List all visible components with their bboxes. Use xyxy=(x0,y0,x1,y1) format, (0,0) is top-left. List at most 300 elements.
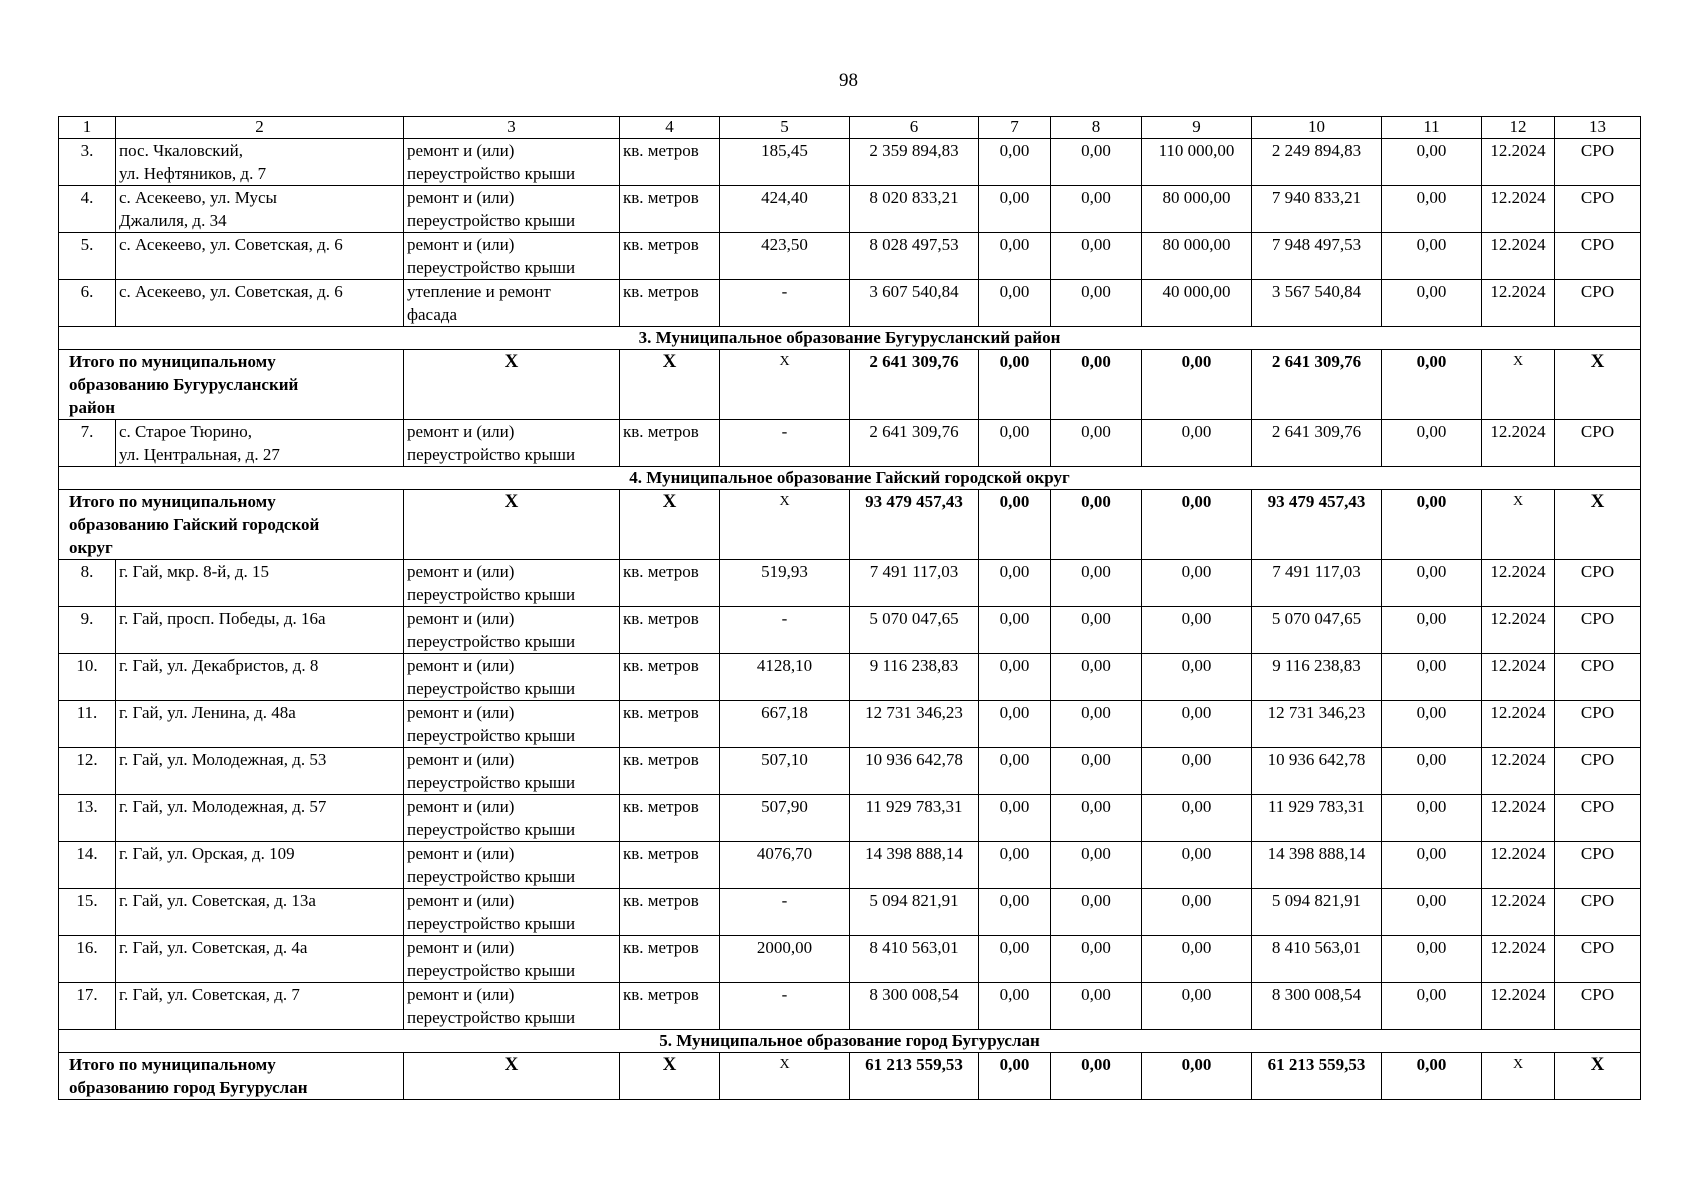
total-label xyxy=(59,350,404,420)
value-cell: 0,00 xyxy=(979,983,1051,1030)
total-label xyxy=(59,1053,404,1100)
value-cell: - xyxy=(720,983,850,1030)
value-cell: 5 070 047,65 xyxy=(850,607,979,654)
value-cell: 0,00 xyxy=(1051,233,1142,280)
x-mark: X xyxy=(404,490,620,560)
row-number: 9. xyxy=(59,607,116,654)
value-cell: 12.2024 xyxy=(1482,186,1555,233)
work-type-cell xyxy=(404,983,620,1030)
value-cell: 80 000,00 xyxy=(1142,186,1252,233)
work-type-line: ремонт и (или) xyxy=(407,750,515,769)
column-header: 1 xyxy=(59,117,116,139)
x-mark: X xyxy=(620,1053,720,1100)
work-type-line: переустройство крыши xyxy=(407,867,576,886)
total-label-line: Итого по муниципальному xyxy=(69,1055,276,1074)
work-type-cell xyxy=(404,701,620,748)
work-type-line: переустройство крыши xyxy=(407,211,576,230)
work-type-line: ремонт и (или) xyxy=(407,562,515,581)
value-cell: 519,93 xyxy=(720,560,850,607)
table-row xyxy=(59,233,1641,280)
address-line: г. Гай, ул. Молодежная, д. 57 xyxy=(119,797,327,816)
x-mark: X xyxy=(720,490,850,560)
total-label-line: район xyxy=(69,398,116,417)
value-cell: 507,10 xyxy=(720,748,850,795)
address-line: г. Гай, ул. Декабристов, д. 8 xyxy=(119,656,319,675)
column-header: 3 xyxy=(404,117,620,139)
value-cell: 110 000,00 xyxy=(1142,139,1252,186)
value-cell: СРО xyxy=(1555,654,1641,701)
value-cell: 0,00 xyxy=(1382,701,1482,748)
work-type-line: переустройство крыши xyxy=(407,1008,576,1027)
work-type-line: переустройство крыши xyxy=(407,258,576,277)
value-cell: СРО xyxy=(1555,748,1641,795)
value-cell: 667,18 xyxy=(720,701,850,748)
value-cell: 0,00 xyxy=(1382,186,1482,233)
value-cell: 0,00 xyxy=(1382,280,1482,327)
column-number-header-row xyxy=(59,117,1641,139)
work-type-cell xyxy=(404,842,620,889)
address-line: с. Асекеево, ул. Советская, д. 6 xyxy=(119,282,343,301)
value-cell: СРО xyxy=(1555,983,1641,1030)
total-row xyxy=(59,350,1641,420)
value-cell: 0,00 xyxy=(1051,701,1142,748)
row-number: 10. xyxy=(59,654,116,701)
value-cell: 2000,00 xyxy=(720,936,850,983)
address-line: г. Гай, ул. Советская, д. 4а xyxy=(119,938,308,957)
value-cell: 10 936 642,78 xyxy=(1252,748,1382,795)
column-header: 7 xyxy=(979,117,1051,139)
work-type-cell xyxy=(404,233,620,280)
address-cell xyxy=(116,139,404,186)
unit-cell: кв. метров xyxy=(620,795,720,842)
value-cell: 8 410 563,01 xyxy=(850,936,979,983)
value-cell: 0,00 xyxy=(979,654,1051,701)
value-cell: 12 731 346,23 xyxy=(850,701,979,748)
value-cell: СРО xyxy=(1555,701,1641,748)
address-cell xyxy=(116,983,404,1030)
work-type-line: ремонт и (или) xyxy=(407,844,515,863)
total-label-line: Итого по муниципальному xyxy=(69,492,276,511)
value-cell: 0,00 xyxy=(1051,889,1142,936)
address-line: г. Гай, ул. Советская, д. 13а xyxy=(119,891,316,910)
address-cell xyxy=(116,701,404,748)
table-row xyxy=(59,139,1641,186)
total-value: 0,00 xyxy=(979,1053,1051,1100)
value-cell: 0,00 xyxy=(979,795,1051,842)
value-cell: 5 070 047,65 xyxy=(1252,607,1382,654)
value-cell: 3 607 540,84 xyxy=(850,280,979,327)
unit-cell: кв. метров xyxy=(620,842,720,889)
row-number: 14. xyxy=(59,842,116,889)
value-cell: СРО xyxy=(1555,186,1641,233)
unit-cell: кв. метров xyxy=(620,139,720,186)
value-cell: 0,00 xyxy=(979,233,1051,280)
table-row xyxy=(59,280,1641,327)
unit-cell: кв. метров xyxy=(620,607,720,654)
value-cell: 185,45 xyxy=(720,139,850,186)
value-cell: 424,40 xyxy=(720,186,850,233)
value-cell: 0,00 xyxy=(979,701,1051,748)
section-row xyxy=(59,1030,1641,1053)
value-cell: 14 398 888,14 xyxy=(850,842,979,889)
row-number: 3. xyxy=(59,139,116,186)
address-line: г. Гай, ул. Ленина, д. 48а xyxy=(119,703,296,722)
x-mark: X xyxy=(1482,1053,1555,1100)
row-number: 7. xyxy=(59,420,116,467)
value-cell: СРО xyxy=(1555,936,1641,983)
table-row xyxy=(59,560,1641,607)
value-cell: 12.2024 xyxy=(1482,420,1555,467)
value-cell: 0,00 xyxy=(1382,139,1482,186)
value-cell: СРО xyxy=(1555,139,1641,186)
value-cell: 423,50 xyxy=(720,233,850,280)
total-value: 0,00 xyxy=(1051,490,1142,560)
total-value: 2 641 309,76 xyxy=(1252,350,1382,420)
work-type-cell xyxy=(404,889,620,936)
value-cell: 12.2024 xyxy=(1482,795,1555,842)
total-label-line: образованию город Бугуруслан xyxy=(69,1078,308,1097)
table-row xyxy=(59,983,1641,1030)
value-cell: 0,00 xyxy=(1142,795,1252,842)
work-type-cell xyxy=(404,420,620,467)
x-mark: X xyxy=(1555,350,1641,420)
value-cell: СРО xyxy=(1555,280,1641,327)
value-cell: 0,00 xyxy=(1382,936,1482,983)
x-mark: X xyxy=(404,1053,620,1100)
table-row xyxy=(59,842,1641,889)
value-cell: СРО xyxy=(1555,889,1641,936)
value-cell: 0,00 xyxy=(979,186,1051,233)
total-row xyxy=(59,490,1641,560)
value-cell: 0,00 xyxy=(979,748,1051,795)
address-cell xyxy=(116,795,404,842)
column-header: 11 xyxy=(1382,117,1482,139)
total-label-line: образованию Бугурусланский xyxy=(69,375,299,394)
value-cell: 8 300 008,54 xyxy=(1252,983,1382,1030)
column-header: 10 xyxy=(1252,117,1382,139)
value-cell: СРО xyxy=(1555,607,1641,654)
value-cell: 7 491 117,03 xyxy=(850,560,979,607)
value-cell: 0,00 xyxy=(1051,983,1142,1030)
table-row xyxy=(59,936,1641,983)
address-line: г. Гай, ул. Советская, д. 7 xyxy=(119,985,300,1004)
x-mark: X xyxy=(620,350,720,420)
address-line: с. Старое Тюрино, xyxy=(119,422,253,441)
column-header: 6 xyxy=(850,117,979,139)
value-cell: 0,00 xyxy=(1051,139,1142,186)
x-mark: X xyxy=(1482,350,1555,420)
value-cell: 9 116 238,83 xyxy=(850,654,979,701)
work-type-line: ремонт и (или) xyxy=(407,422,515,441)
work-type-line: переустройство крыши xyxy=(407,585,576,604)
value-cell: СРО xyxy=(1555,420,1641,467)
work-type-line: ремонт и (или) xyxy=(407,609,515,628)
table-row xyxy=(59,420,1641,467)
value-cell: 0,00 xyxy=(1382,842,1482,889)
x-mark: X xyxy=(720,350,850,420)
value-cell: 0,00 xyxy=(979,607,1051,654)
x-mark: X xyxy=(720,1053,850,1100)
value-cell: 10 936 642,78 xyxy=(850,748,979,795)
address-cell xyxy=(116,654,404,701)
value-cell: 40 000,00 xyxy=(1142,280,1252,327)
x-mark: X xyxy=(1555,1053,1641,1100)
column-header: 2 xyxy=(116,117,404,139)
value-cell: 14 398 888,14 xyxy=(1252,842,1382,889)
value-cell: 2 641 309,76 xyxy=(850,420,979,467)
address-line: Джалиля, д. 34 xyxy=(119,211,227,230)
value-cell: 0,00 xyxy=(1382,983,1482,1030)
value-cell: СРО xyxy=(1555,842,1641,889)
address-cell xyxy=(116,420,404,467)
work-type-line: переустройство крыши xyxy=(407,164,576,183)
row-number: 16. xyxy=(59,936,116,983)
value-cell: 507,90 xyxy=(720,795,850,842)
total-value: 0,00 xyxy=(1142,1053,1252,1100)
value-cell: 2 359 894,83 xyxy=(850,139,979,186)
column-header: 4 xyxy=(620,117,720,139)
value-cell: 7 948 497,53 xyxy=(1252,233,1382,280)
value-cell: 9 116 238,83 xyxy=(1252,654,1382,701)
unit-cell: кв. метров xyxy=(620,233,720,280)
total-value: 0,00 xyxy=(1382,490,1482,560)
work-type-line: фасада xyxy=(407,305,458,324)
total-label-line: образованию Гайский городской xyxy=(69,515,320,534)
work-type-line: ремонт и (или) xyxy=(407,985,515,1004)
unit-cell: кв. метров xyxy=(620,748,720,795)
value-cell: 3 567 540,84 xyxy=(1252,280,1382,327)
value-cell: 12.2024 xyxy=(1482,607,1555,654)
value-cell: 0,00 xyxy=(1142,889,1252,936)
total-label-line: округ xyxy=(69,538,113,557)
value-cell: 0,00 xyxy=(1142,560,1252,607)
column-header: 12 xyxy=(1482,117,1555,139)
unit-cell: кв. метров xyxy=(620,983,720,1030)
total-label xyxy=(59,490,404,560)
page-number: 98 xyxy=(839,70,858,91)
value-cell: 0,00 xyxy=(1051,280,1142,327)
value-cell: 0,00 xyxy=(979,936,1051,983)
total-value: 61 213 559,53 xyxy=(1252,1053,1382,1100)
value-cell: 12.2024 xyxy=(1482,139,1555,186)
section-row xyxy=(59,327,1641,350)
column-header: 9 xyxy=(1142,117,1252,139)
value-cell: 7 940 833,21 xyxy=(1252,186,1382,233)
value-cell: 0,00 xyxy=(1051,186,1142,233)
address-line: г. Гай, мкр. 8-й, д. 15 xyxy=(119,562,270,581)
work-type-line: ремонт и (или) xyxy=(407,797,515,816)
value-cell: 0,00 xyxy=(1051,936,1142,983)
address-cell xyxy=(116,842,404,889)
table-row xyxy=(59,607,1641,654)
total-value: 0,00 xyxy=(979,350,1051,420)
work-type-line: ремонт и (или) xyxy=(407,703,515,722)
value-cell: 12.2024 xyxy=(1482,560,1555,607)
value-cell: 0,00 xyxy=(1051,560,1142,607)
row-number: 17. xyxy=(59,983,116,1030)
value-cell: - xyxy=(720,280,850,327)
address-line: с. Асекеево, ул. Советская, д. 6 xyxy=(119,235,343,254)
address-line: г. Гай, ул. Орская, д. 109 xyxy=(119,844,295,863)
value-cell: 0,00 xyxy=(1382,889,1482,936)
x-mark: X xyxy=(1555,490,1641,560)
value-cell: 0,00 xyxy=(1142,842,1252,889)
value-cell: 0,00 xyxy=(1051,654,1142,701)
row-number: 6. xyxy=(59,280,116,327)
work-type-line: переустройство крыши xyxy=(407,820,576,839)
total-value: 0,00 xyxy=(1051,1053,1142,1100)
address-line: пос. Чкаловский, xyxy=(119,141,243,160)
row-number: 5. xyxy=(59,233,116,280)
table-row xyxy=(59,654,1641,701)
value-cell: 12 731 346,23 xyxy=(1252,701,1382,748)
address-line: ул. Нефтяников, д. 7 xyxy=(119,164,267,183)
value-cell: 8 300 008,54 xyxy=(850,983,979,1030)
unit-cell: кв. метров xyxy=(620,186,720,233)
work-type-line: ремонт и (или) xyxy=(407,891,515,910)
value-cell: 8 020 833,21 xyxy=(850,186,979,233)
value-cell: 7 491 117,03 xyxy=(1252,560,1382,607)
address-cell xyxy=(116,936,404,983)
work-type-cell xyxy=(404,139,620,186)
value-cell: 0,00 xyxy=(1382,420,1482,467)
x-mark: X xyxy=(404,350,620,420)
work-type-line: ремонт и (или) xyxy=(407,938,515,957)
unit-cell: кв. метров xyxy=(620,560,720,607)
total-value: 0,00 xyxy=(1142,350,1252,420)
work-type-line: ремонт и (или) xyxy=(407,656,515,675)
value-cell: 0,00 xyxy=(1142,748,1252,795)
work-type-cell xyxy=(404,748,620,795)
row-number: 15. xyxy=(59,889,116,936)
address-line: г. Гай, просп. Победы, д. 16а xyxy=(119,609,326,628)
total-value: 93 479 457,43 xyxy=(1252,490,1382,560)
work-type-cell xyxy=(404,607,620,654)
address-cell xyxy=(116,280,404,327)
unit-cell: кв. метров xyxy=(620,889,720,936)
address-cell xyxy=(116,607,404,654)
work-type-line: переустройство крыши xyxy=(407,914,576,933)
value-cell: 12.2024 xyxy=(1482,233,1555,280)
value-cell: 2 249 894,83 xyxy=(1252,139,1382,186)
value-cell: 2 641 309,76 xyxy=(1252,420,1382,467)
value-cell: 12.2024 xyxy=(1482,748,1555,795)
work-type-line: переустройство крыши xyxy=(407,726,576,745)
total-value: 0,00 xyxy=(1051,350,1142,420)
work-type-line: ремонт и (или) xyxy=(407,235,515,254)
value-cell: 0,00 xyxy=(1051,795,1142,842)
address-cell xyxy=(116,889,404,936)
work-type-cell xyxy=(404,280,620,327)
value-cell: 0,00 xyxy=(979,280,1051,327)
total-value: 0,00 xyxy=(979,490,1051,560)
work-type-line: переустройство крыши xyxy=(407,679,576,698)
total-label-line: Итого по муниципальному xyxy=(69,352,276,371)
address-cell xyxy=(116,186,404,233)
work-type-line: ремонт и (или) xyxy=(407,141,515,160)
value-cell: СРО xyxy=(1555,233,1641,280)
work-type-line: переустройство крыши xyxy=(407,445,576,464)
table-row xyxy=(59,748,1641,795)
work-type-cell xyxy=(404,186,620,233)
value-cell: 0,00 xyxy=(1142,983,1252,1030)
work-type-line: переустройство крыши xyxy=(407,773,576,792)
row-number: 8. xyxy=(59,560,116,607)
total-value: 0,00 xyxy=(1142,490,1252,560)
x-mark: X xyxy=(1482,490,1555,560)
value-cell: 4128,10 xyxy=(720,654,850,701)
value-cell: СРО xyxy=(1555,560,1641,607)
value-cell: 12.2024 xyxy=(1482,654,1555,701)
value-cell: 0,00 xyxy=(1382,560,1482,607)
unit-cell: кв. метров xyxy=(620,936,720,983)
address-line: г. Гай, ул. Молодежная, д. 53 xyxy=(119,750,327,769)
column-header: 5 xyxy=(720,117,850,139)
address-cell xyxy=(116,233,404,280)
unit-cell: кв. метров xyxy=(620,654,720,701)
table-row xyxy=(59,186,1641,233)
value-cell: 0,00 xyxy=(1142,607,1252,654)
value-cell: - xyxy=(720,889,850,936)
unit-cell: кв. метров xyxy=(620,701,720,748)
table-row xyxy=(59,795,1641,842)
row-number: 4. xyxy=(59,186,116,233)
table-row xyxy=(59,889,1641,936)
value-cell: 12.2024 xyxy=(1482,842,1555,889)
value-cell: 11 929 783,31 xyxy=(850,795,979,842)
work-type-line: ремонт и (или) xyxy=(407,188,515,207)
value-cell: 0,00 xyxy=(1142,701,1252,748)
value-cell: 0,00 xyxy=(1142,420,1252,467)
address-line: ул. Центральная, д. 27 xyxy=(119,445,280,464)
value-cell: 80 000,00 xyxy=(1142,233,1252,280)
value-cell: 0,00 xyxy=(1051,607,1142,654)
row-number: 11. xyxy=(59,701,116,748)
value-cell: 0,00 xyxy=(1382,748,1482,795)
value-cell: 12.2024 xyxy=(1482,936,1555,983)
work-type-line: переустройство крыши xyxy=(407,961,576,980)
total-row xyxy=(59,1053,1641,1100)
value-cell: 5 094 821,91 xyxy=(850,889,979,936)
value-cell: 0,00 xyxy=(1142,936,1252,983)
work-type-cell xyxy=(404,795,620,842)
table-row xyxy=(59,701,1641,748)
address-line: с. Асекеево, ул. Мусы xyxy=(119,188,277,207)
total-value: 61 213 559,53 xyxy=(850,1053,979,1100)
value-cell: 0,00 xyxy=(1051,748,1142,795)
value-cell: 0,00 xyxy=(1382,795,1482,842)
row-number: 13. xyxy=(59,795,116,842)
work-type-line: переустройство крыши xyxy=(407,632,576,651)
value-cell: 5 094 821,91 xyxy=(1252,889,1382,936)
total-value: 0,00 xyxy=(1382,350,1482,420)
row-number: 12. xyxy=(59,748,116,795)
value-cell: 0,00 xyxy=(1142,654,1252,701)
section-row xyxy=(59,467,1641,490)
value-cell: - xyxy=(720,420,850,467)
value-cell: 11 929 783,31 xyxy=(1252,795,1382,842)
value-cell: 0,00 xyxy=(1382,607,1482,654)
value-cell: 0,00 xyxy=(1382,654,1482,701)
value-cell: 0,00 xyxy=(979,842,1051,889)
work-type-cell xyxy=(404,654,620,701)
value-cell: 0,00 xyxy=(979,139,1051,186)
total-value: 0,00 xyxy=(1382,1053,1482,1100)
value-cell: 12.2024 xyxy=(1482,701,1555,748)
value-cell: СРО xyxy=(1555,795,1641,842)
value-cell: 8 410 563,01 xyxy=(1252,936,1382,983)
column-header: 8 xyxy=(1051,117,1142,139)
